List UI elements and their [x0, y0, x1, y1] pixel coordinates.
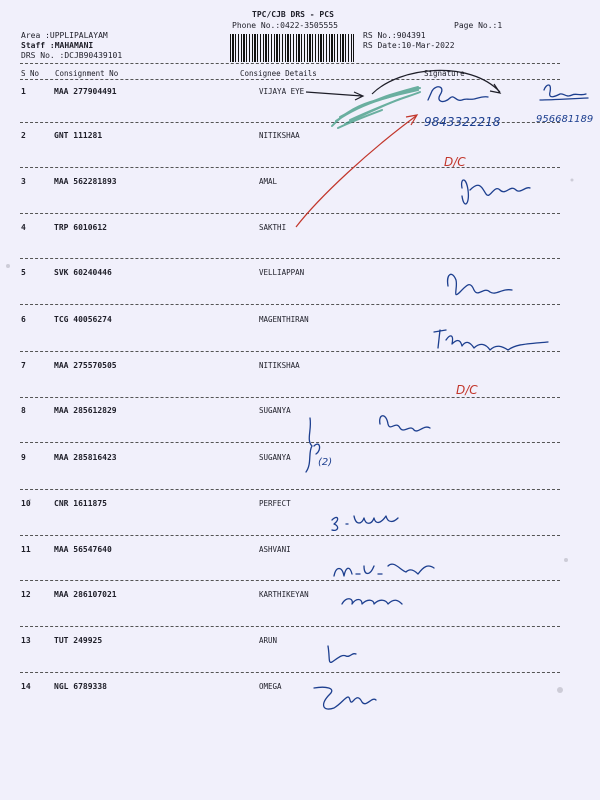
row-consignment: TUT 249925: [54, 636, 103, 645]
row-consignee: SAKTHI: [259, 223, 287, 232]
row-sno: 3: [21, 177, 26, 186]
col-signature: Signature: [424, 69, 465, 78]
row-consignee: OMEGA: [259, 682, 282, 691]
table-row: [0, 315, 600, 359]
row-sno: 7: [21, 361, 26, 370]
row-divider: [20, 489, 560, 490]
table-row: [0, 453, 600, 497]
barcode: [230, 34, 354, 62]
row-consignee: VIJAYA EYE: [259, 87, 305, 96]
row-sno: 1: [21, 87, 26, 96]
row-divider: [20, 258, 560, 259]
row-divider: [20, 397, 560, 398]
row-sno: 13: [21, 636, 31, 645]
page-number: Page No.:1: [454, 21, 503, 30]
area-field: Area :UPPLIPALAYAM: [21, 31, 108, 40]
table-row: [0, 361, 600, 405]
row-consignee: ASHVANI: [259, 545, 291, 554]
row-sno: 8: [21, 406, 26, 415]
row-consignment: MAA 286107021: [54, 590, 117, 599]
row-divider: [20, 167, 560, 168]
row-sno: 5: [21, 268, 26, 277]
row-consignee: VELLIAPPAN: [259, 268, 305, 277]
row-consignee: KARTHIKEYAN: [259, 590, 309, 599]
handwritten-bracket-count: (2): [318, 457, 333, 468]
staff-field: Staff :MAHAMANI: [21, 41, 94, 50]
row-consignment: MAA 277904491: [54, 87, 117, 96]
phone-number: Phone No.:0422-3505555: [232, 21, 338, 30]
row-divider: [20, 351, 560, 352]
table-row: [0, 590, 600, 634]
row-divider: [20, 442, 560, 443]
row-divider: [20, 535, 560, 536]
row-consignment: MAA 562281893: [54, 177, 117, 186]
handwritten-dc-mark-1: D/C: [444, 155, 466, 169]
col-consignment: Consignment No: [55, 69, 119, 78]
row-sno: 9: [21, 453, 26, 462]
row-sno: 12: [21, 590, 31, 599]
row-sno: 11: [21, 545, 31, 554]
row-consignment: NGL 6789338: [54, 682, 107, 691]
table-row: [0, 406, 600, 450]
col-consignee: Consignee Details: [240, 69, 317, 78]
row-sno: 10: [21, 499, 31, 508]
row-consignment: MAA 285612829: [54, 406, 117, 415]
row-consignee: NITIKSHAA: [259, 361, 300, 370]
row-divider: [20, 213, 560, 214]
drs-number: DRS No. :DCJB90439101: [21, 51, 123, 60]
table-row: [0, 177, 600, 221]
row-sno: 2: [21, 131, 26, 140]
handwritten-dc-mark-2: D/C: [456, 383, 478, 397]
row-divider: [20, 122, 560, 123]
row-divider: [20, 626, 560, 627]
handwritten-phone-1: 9843322218: [424, 115, 501, 129]
table-row: [0, 499, 600, 543]
row-consignee: SUGANYA: [259, 453, 291, 462]
table-row: [0, 636, 600, 680]
row-consignment: MAA 285816423: [54, 453, 117, 462]
table-row: [0, 87, 600, 131]
row-consignee: ARUN: [259, 636, 278, 645]
row-consignee: MAGENTHIRAN: [259, 315, 309, 324]
row-divider: [20, 304, 560, 305]
header-divider: [20, 63, 560, 64]
table-row: [0, 682, 600, 726]
row-consignment: SVK 60240446: [54, 268, 112, 277]
table-row: [0, 545, 600, 589]
table-row: [0, 268, 600, 312]
row-consignment: MAA 56547640: [54, 545, 112, 554]
row-sno: 14: [21, 682, 31, 691]
table-row: [0, 223, 600, 267]
row-sno: 6: [21, 315, 26, 324]
row-consignment: GNT 111281: [54, 131, 103, 140]
row-consignee: PERFECT: [259, 499, 291, 508]
handwritten-phone-2: 956681189: [536, 114, 594, 125]
row-consignee: AMAL: [259, 177, 278, 186]
row-sno: 4: [21, 223, 26, 232]
row-consignee: SUGANYA: [259, 406, 291, 415]
rs-number: RS No.:904391: [363, 31, 426, 40]
row-consignment: MAA 275570505: [54, 361, 117, 370]
row-consignment: TRP 6010612: [54, 223, 107, 232]
sheet-title: TPC/CJB DRS - PCS: [252, 10, 334, 19]
row-consignee: NITIKSHAA: [259, 131, 300, 140]
row-consignment: TCG 40056274: [54, 315, 112, 324]
col-sno: S No: [21, 69, 40, 78]
rs-date: RS Date:10-Mar-2022: [363, 41, 455, 50]
row-divider: [20, 580, 560, 581]
column-header-divider: [20, 79, 560, 80]
row-consignment: CNR 1611875: [54, 499, 107, 508]
row-divider: [20, 672, 560, 673]
table-row: [0, 131, 600, 175]
